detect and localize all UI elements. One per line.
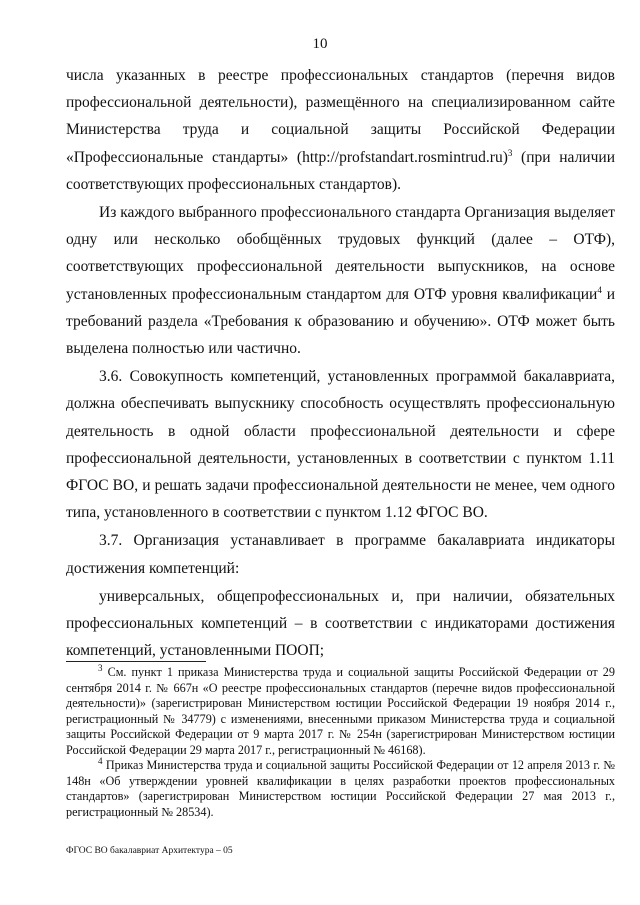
document-body	[66, 62, 615, 665]
paragraph-section-3-7: 3.7. Организация устанавливает в программе бакалавриата индикаторы достижения компетенций:	[66, 532, 615, 577]
footnote-3	[66, 662, 615, 758]
footnote-ref-3[interactable]: 3	[507, 147, 513, 158]
paragraph-text: Из каждого выбранного профессионального стандарта Организация выделяет одну или несколько обобщённых трудовых функций (далее – ОТФ), соответствующих профессиональной деятельности выпускников, на основе установленных профессиональным стандартом для ОТФ уровня квалификации	[66, 204, 615, 303]
page-footer: ФГОС ВО бакалавриат Архитектура – 05	[66, 846, 233, 856]
footnote-text: Приказ Министерства труда и социальной защиты Российской Федерации от 12 апреля 2013 г. № 148н «Об утверждении уровней квалификации в целях разработки проектов профессиональных стандартов» (зарегистрирован Министерством юстиции Российской Федерации 27 мая 2013 г., регистрационный № 28534).	[66, 758, 615, 819]
footnote-text: См. пункт 1 приказа Министерства труда и социальной защиты Российской Федерации от 29 сентября 2014 г. № 667н «О реестре профессиональных стандартов (перечне видов профессиональной деятельности)» (зарегистрирован Министерством юстиции Российской Федерации 19 ноября 2014 г., регистрационный № 34779) с изменениями, внесенными приказом Министерства труда и социальной защиты Российской Федерации от 9 марта 2017 г. № 254н (зарегистрирован Министерством юстиции Российской Федерации 29 марта 2017 г., регистрационный № 46168).	[66, 665, 615, 757]
paragraph-competency-indicators: универсальных, общепрофессиональных и, при наличии, обязательных профессиональных компетенций – в соответствии с индикаторами достижения компетенций, установленными ПООП;	[66, 587, 615, 660]
paragraph-section-3-6: 3.6. Совокупность компетенций, установленных программой бакалавриата, должна обеспечивать выпускнику способность осуществлять профессиональную деятельность в одной области профессиональной деятельности и сфере профессиональной деятельности, установленных в соответствии с пунктом 1.11 ФГОС ВО, и решать задачи профессиональной деятельности не менее, чем одного типа, установленного в соответствии с пунктом 1.12 ФГОС ВО.	[66, 368, 615, 522]
paragraph-text: (при наличии соответствующих профессиональных стандартов).	[66, 148, 615, 193]
footnote-ref-4[interactable]: 4	[597, 284, 602, 295]
footnote-4	[66, 755, 615, 820]
paragraph-text: числа указанных в реестре профессиональных стандартов (перечня видов профессиональной деятельности), размещённого на специализированном сайте Министерства труда и социальной защиты Российской Федерации «Профессиональные стандарты» (http://profstandart.rosmintrud.ru)	[66, 67, 615, 166]
paragraph-text: и требований раздела «Требования к образованию и обучению». ОТФ может быть выделена полностью или частично.	[66, 285, 615, 358]
paragraph-otf-selection	[66, 199, 615, 362]
footnotes	[66, 662, 615, 820]
footnote-marker: 4	[98, 755, 103, 766]
footnote-divider	[66, 661, 206, 662]
paragraph-professional-standards-register	[66, 62, 615, 198]
footnote-marker: 3	[98, 662, 103, 673]
page-number: 10	[312, 36, 328, 52]
